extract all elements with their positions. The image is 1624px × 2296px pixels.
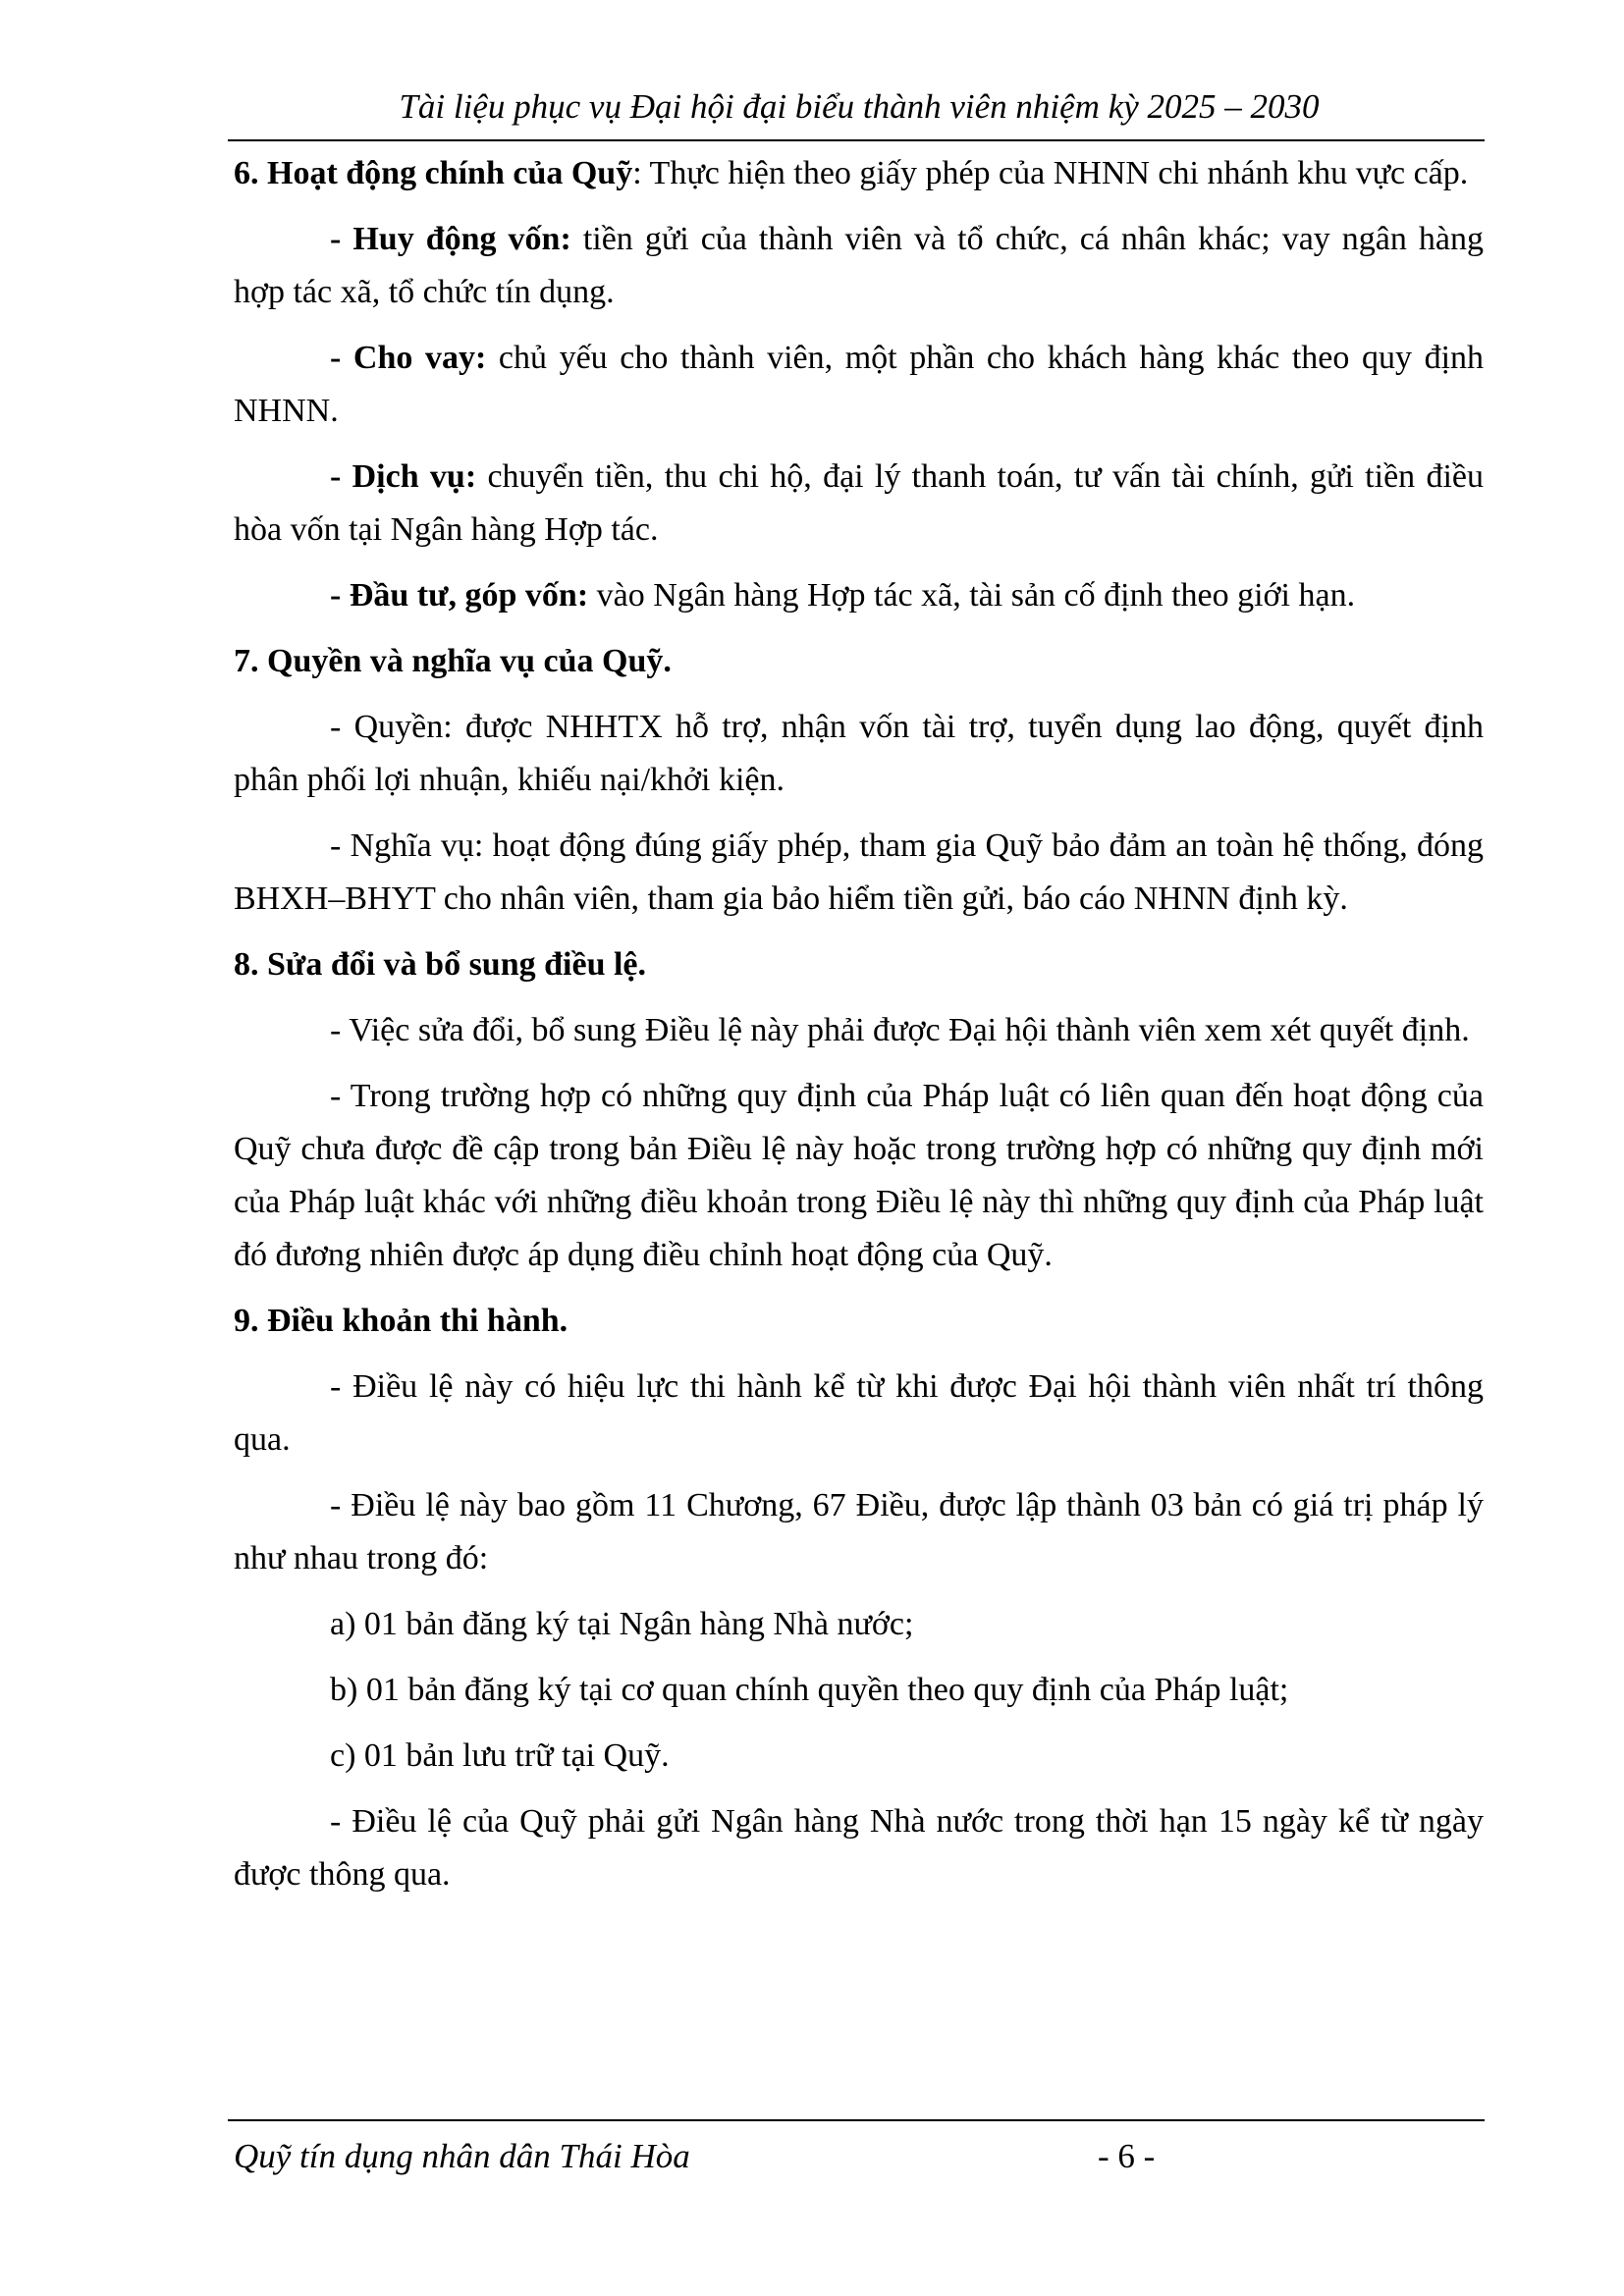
item-text: tiền gửi của thành viên và tổ chức, cá nhân khác; vay ngân hàng hợp tác xã, tổ chức tín dụng. [234,221,1484,310]
section-8-heading: 8. Sửa đổi và bổ sung điều lệ. [234,946,647,983]
section-9-heading: 9. Điều khoản thi hành. [234,1303,568,1339]
header-title: Tài liệu phục vụ Đại hội đại biểu thành viên nhiệm kỳ 2025 – 2030 [399,87,1320,126]
section-6-item [234,213,1484,319]
page-header [233,82,1486,132]
footer-org: Quỹ tín dụng nhân dân Thái Hòa [234,2137,690,2175]
footer-rule [228,2119,1485,2121]
section-8-paragraph: - Việc sửa đổi, bổ sung Điều lệ này phải được Đại hội thành viên xem xét quyết định. [330,1012,1470,1048]
section-9-paragraph: - Điều lệ của Quỹ phải gửi Ngân hàng Nhà nước trong thời hạn 15 ngày kể từ ngày được thông qua. [234,1803,1484,1893]
item-text: vào Ngân hàng Hợp tác xã, tài sản cố định theo giới hạn. [588,577,1356,614]
list-item: b) 01 bản đăng ký tại cơ quan chính quyền theo quy định của Pháp luật; [330,1672,1289,1708]
section-7-rights: - Quyền: được NHHTX hỗ trợ, nhận vốn tài trợ, tuyển dụng lao động, quyết định phân phối lợi nhuận, khiếu nại/khởi kiện. [234,709,1484,798]
item-text: chủ yếu cho thành viên, một phần cho khách hàng khác theo quy định NHNN. [234,340,1485,429]
section-7-duties: - Nghĩa vụ: hoạt động đúng giấy phép, tham gia Quỹ bảo đảm an toàn hệ thống, đóng BHXH–BHYT cho nhân viên, tham gia bảo hiểm tiền gửi, báo cáo NHNN định kỳ. [234,828,1484,917]
section-6-intro-text: : Thực hiện theo giấy phép của NHNN chi nhánh khu vực cấp. [632,155,1469,191]
page-number: - 6 - [1098,2137,1156,2175]
section-9-paragraph: - Điều lệ này bao gồm 11 Chương, 67 Điều, được lập thành 03 bản có giá trị pháp lý như nhau trong đó: [234,1487,1484,1576]
header-rule [228,139,1485,141]
section-8-paragraph: - Trong trường hợp có những quy định của Pháp luật có liên quan đến hoạt động của Quỹ chưa được đề cập trong bản Điều lệ này hoặc trong trường hợp có những quy định mới của Pháp luật khác với những điều khoản trong Điều lệ này thì những quy định của Pháp luật đó đương nhiên được áp dụng điều chỉnh hoạt động của Quỹ. [234,1078,1484,1273]
section-6-item [234,451,1484,557]
section-6-item [234,569,1484,622]
item-text: chuyển tiền, thu chi hộ, đại lý thanh toán, tư vấn tài chính, gửi tiền điều hòa vốn tại Ngân hàng Hợp tác. [234,458,1484,548]
section-6-item [234,332,1484,438]
section-7-heading: 7. Quyền và nghĩa vụ của Quỹ. [234,643,672,679]
item-label: - Huy động vốn: [330,221,571,257]
list-item: c) 01 bản lưu trữ tại Quỹ. [330,1737,670,1774]
page-footer [234,2132,1484,2181]
list-item: a) 01 bản đăng ký tại Ngân hàng Nhà nước; [330,1606,914,1642]
section-6-heading: 6. Hoạt động chính của Quỹ [234,155,633,191]
section-6-intro [234,147,1484,200]
section-9-paragraph: - Điều lệ này có hiệu lực thi hành kể từ khi được Đại hội thành viên nhất trí thông qua. [234,1368,1484,1458]
item-label: - Dịch vụ: [330,458,477,495]
item-label: - Đầu tư, góp vốn: [330,577,589,614]
item-label: - Cho vay: [330,340,487,376]
document-body [234,147,1484,1901]
